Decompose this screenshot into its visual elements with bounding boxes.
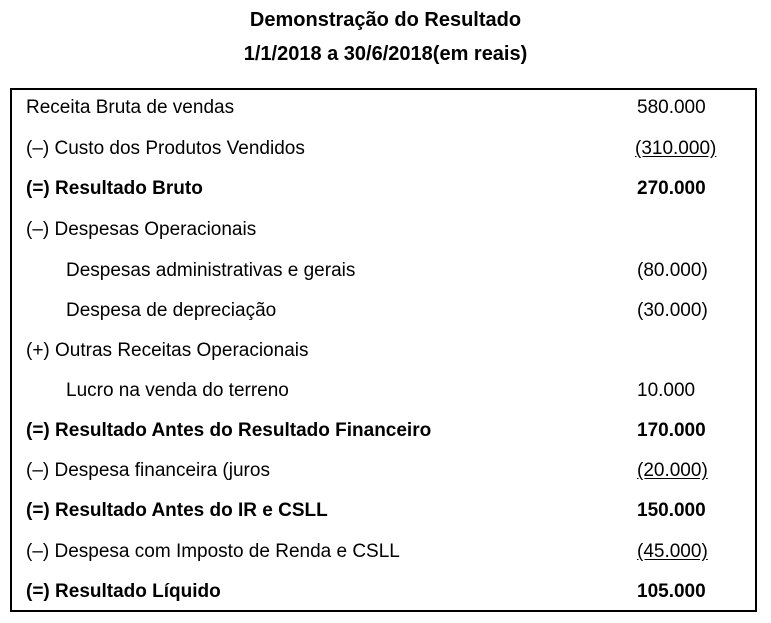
row-label: Despesa de depreciação — [66, 300, 277, 321]
row-value: (45.000) — [637, 541, 708, 562]
row-value: 580.000 — [637, 97, 706, 118]
row-label: Lucro na venda do terreno — [66, 380, 289, 401]
row-label: (–) Despesas Operacionais — [26, 219, 257, 240]
row-operating-expenses — [12, 215, 755, 245]
row-value: (20.000) — [637, 460, 708, 481]
row-result-before-financial — [12, 416, 755, 446]
row-gross-profit — [12, 174, 755, 204]
row-label: (–) Despesa financeira (juros — [26, 460, 270, 481]
row-label: (–) Despesa com Imposto de Renda e CSLL — [26, 541, 400, 562]
row-label: (=) Resultado Antes do Resultado Financeiro — [26, 420, 432, 441]
statement-title: Demonstração do Resultado — [249, 9, 522, 31]
row-label: (=) Resultado Antes do IR e CSLL — [26, 500, 328, 521]
statement-period: 1/1/2018 a 30/6/2018(em reais) — [243, 43, 528, 65]
row-financial-expense — [12, 456, 755, 486]
row-gross-revenue — [12, 93, 755, 123]
row-cost-of-goods-sold — [12, 134, 755, 164]
row-value: (30.000) — [637, 300, 708, 321]
row-label: (–) Custo dos Produtos Vendidos — [26, 138, 305, 159]
income-statement-table — [10, 88, 757, 612]
row-depreciation-expense — [12, 296, 755, 326]
row-land-sale-gain — [12, 376, 755, 406]
row-value: 270.000 — [637, 178, 706, 199]
row-label: Receita Bruta de vendas — [26, 97, 235, 118]
row-value: 105.000 — [637, 581, 706, 602]
row-label: (=) Resultado Bruto — [26, 178, 203, 199]
row-value: (80.000) — [637, 260, 708, 281]
row-label: (+) Outras Receitas Operacionais — [26, 340, 309, 361]
row-label: (=) Resultado Líquido — [26, 581, 221, 602]
row-result-before-tax — [12, 496, 755, 526]
row-other-operating-revenues — [12, 336, 755, 366]
row-label: Despesas administrativas e gerais — [66, 260, 356, 281]
row-value: 10.000 — [637, 380, 696, 401]
row-value: (310.000) — [635, 138, 717, 159]
row-income-tax-expense — [12, 537, 755, 567]
row-net-income — [12, 577, 755, 607]
row-value: 170.000 — [637, 420, 706, 441]
row-admin-expenses — [12, 256, 755, 286]
row-value: 150.000 — [637, 500, 706, 521]
